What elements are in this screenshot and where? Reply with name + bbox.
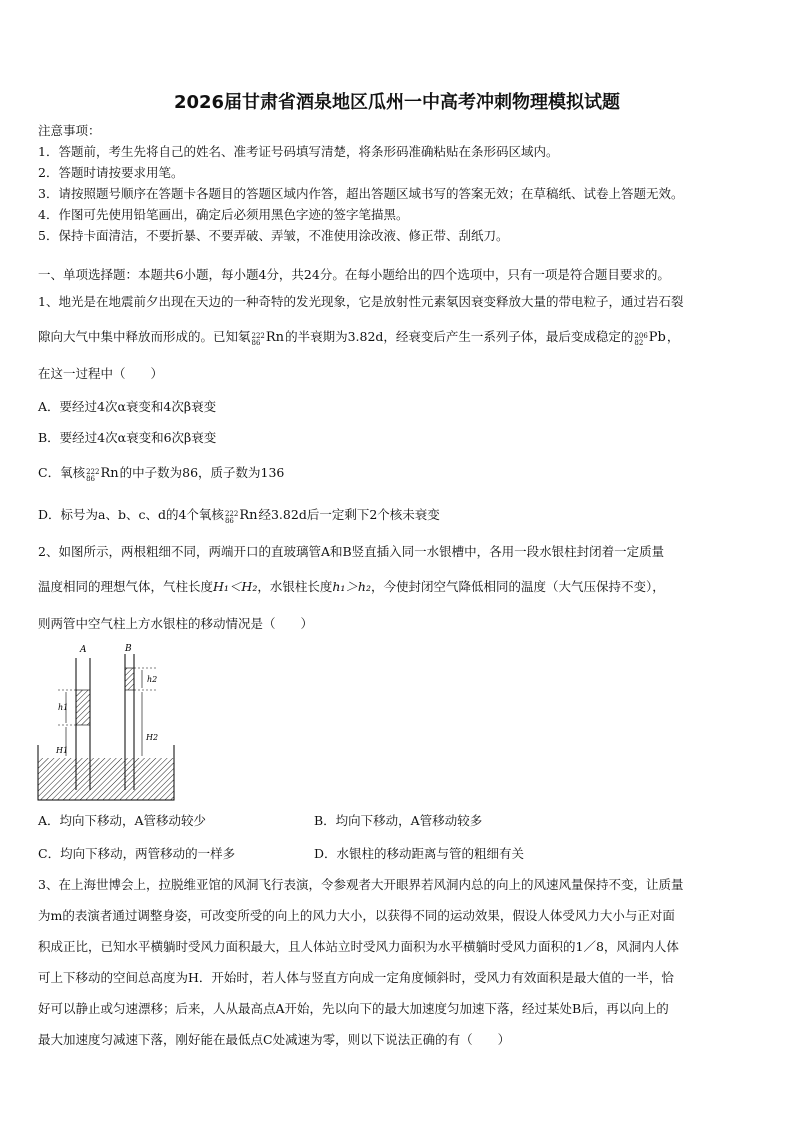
q2-math: H₁＜H₂ bbox=[213, 579, 258, 594]
q2-text: ，今使封闭空气降低相同的温度（大气压保持不变）， bbox=[370, 579, 665, 594]
tube-b-mercury-bottom bbox=[125, 758, 134, 790]
radon-nuclide bbox=[252, 329, 285, 347]
q2-stem-line: 则两管中空气柱上方水银柱的移动情况是（ ） bbox=[38, 616, 314, 631]
notice-item: 3．请按照题号顺序在答题卡各题目的答题区域内作答，超出答题区域书写的答案无效；在草稿纸、试卷上答题无效。 bbox=[38, 186, 684, 201]
q2-math: h₁＞h₂ bbox=[332, 579, 371, 594]
section-heading: 一、单项选择题：本题共6小题，每小题4分，共24分。在每小题给出的四个选项中，只有一项是符合题目要求的。 bbox=[38, 267, 670, 282]
q3-stem-line: 3、在上海世博会上，拉脱维亚馆的风洞飞行表演，令参观者大开眼界若风洞内总的向上的风速风量保持不变，让质量 bbox=[38, 877, 684, 892]
tube-a-label: A bbox=[80, 645, 87, 655]
tubes-diagram bbox=[36, 640, 181, 805]
q1-stem-line: 1、地光是在地震前夕出现在天边的一种奇特的发光现象，它是放射性元素氡因衰变释放大量的带电粒子，通过岩石裂 bbox=[38, 294, 684, 309]
q1-option-a: A．要经过4次α衰变和4次β衰变 bbox=[38, 399, 217, 414]
q2-option-c: C．均向下移动，两管移动的一样多 bbox=[38, 846, 236, 861]
q1-text: D．标号为a、b、c、d的4个氧核 bbox=[38, 507, 224, 522]
q1-text: 的半衰期为3.82d，经衰变后产生一系列子体，最后变成稳定的 bbox=[285, 329, 634, 344]
q2-text: ，水银柱长度 bbox=[257, 579, 333, 594]
q1-option-c bbox=[38, 463, 284, 483]
mass-number: 222 bbox=[224, 510, 239, 518]
q3-stem-line: 为m的表演者通过调整身姿，可改变所受的向上的风力大小，以获得不同的运动效果，假设人体受风力大小与正对面 bbox=[38, 908, 675, 923]
q2-option-b: B．均向下移动，A管移动较多 bbox=[314, 813, 483, 828]
atomic-number: 86 bbox=[251, 339, 261, 347]
q3-stem-line: 积成正比，已知水平横躺时受风力面积最大，且人体站立时受风力面积为水平横躺时受风力面积的1／8，风洞内人体 bbox=[38, 939, 679, 954]
mass-number: 222 bbox=[251, 332, 265, 340]
tube-b-label: B bbox=[125, 644, 132, 654]
tube-a-mercury-bottom bbox=[76, 758, 90, 790]
atomic-number: 86 bbox=[224, 517, 234, 525]
tube-b-mercury-column bbox=[125, 668, 134, 690]
H1-label: H1 bbox=[56, 746, 69, 755]
notice-item: 5．保持卡面清洁，不要折暴、不要弄破、弄皱，不准使用涂改液、修正带、刮纸刀。 bbox=[38, 228, 509, 243]
mercury-trough bbox=[38, 758, 174, 800]
radon-nuclide bbox=[225, 507, 258, 525]
notice-item: 1．答题前，考生先将自己的姓名、准考证号码填写清楚，将条形码准确粘贴在条形码区域内。 bbox=[38, 144, 559, 159]
q2-stem-line: 2、如图所示，两根粗细不同，两端开口的直玻璃管A和B竖直插入同一水银槽中，各用一段水银柱封闭着一定质量 bbox=[38, 544, 665, 559]
q1-text: C．氧核 bbox=[38, 465, 86, 480]
q1-stem-line: 在这一过程中（ ） bbox=[38, 366, 164, 381]
q1-option-d bbox=[38, 505, 440, 525]
q1-text: 经3.82d后一定剩下2个核未衰变 bbox=[258, 507, 440, 522]
q1-stem-line bbox=[38, 327, 679, 347]
tube-a-mercury-column bbox=[76, 690, 90, 725]
notice-item: 4．作图可先使用铅笔画出，确定后必须用黑色字迹的签字笔描黑。 bbox=[38, 207, 409, 222]
q3-stem-line: 可上下移动的空间总高度为H．开始时，若人体与竖直方向成一定角度倾斜时，受风力有效面积是最大值的一半，恰 bbox=[38, 970, 674, 985]
H2-label: H2 bbox=[146, 733, 159, 742]
notice-item: 2．答题时请按要求用笔。 bbox=[38, 165, 184, 180]
q1-option-b: B．要经过4次α衰变和6次β衰变 bbox=[38, 430, 217, 445]
q2-option-a: A．均向下移动，A管移动较少 bbox=[38, 813, 207, 828]
q1-text: 隙向大气中集中释放而形成的。已知氡 bbox=[38, 329, 251, 344]
atomic-number: 86 bbox=[86, 475, 95, 483]
q1-text: ， bbox=[666, 329, 680, 344]
mass-number: 222 bbox=[86, 468, 100, 476]
h2-label: h2 bbox=[147, 675, 158, 684]
radon-nuclide bbox=[86, 465, 119, 483]
element-symbol: Rn bbox=[239, 508, 258, 523]
element-symbol: Rn bbox=[265, 330, 285, 345]
notice-heading: 注意事项： bbox=[38, 123, 101, 138]
atomic-number: 82 bbox=[634, 339, 644, 347]
element-symbol: Pb bbox=[648, 330, 666, 345]
q2-option-d: D．水银柱的移动距离与管的粗细有关 bbox=[314, 846, 525, 861]
q1-text: 的中子数为86，质子数为136 bbox=[119, 465, 285, 480]
h1-label: h1 bbox=[58, 703, 69, 712]
page-title: 2026届甘肃省酒泉地区瓜州一中高考冲刺物理模拟试题 bbox=[173, 92, 621, 113]
lead-nuclide bbox=[634, 329, 665, 347]
mass-number: 206 bbox=[634, 332, 648, 340]
q3-stem-line: 好可以静止或匀速漂移；后来，人从最高点A开始，先以向下的最大加速度匀加速下落，经过某处B后，再以向上的 bbox=[38, 1001, 669, 1016]
q3-stem-line: 最大加速度匀减速下落，刚好能在最低点C处减速为零，则以下说法正确的有（ ） bbox=[38, 1032, 511, 1047]
element-symbol: Rn bbox=[100, 466, 119, 481]
q2-stem-line bbox=[38, 577, 665, 595]
q2-text: 温度相同的理想气体，气柱长度 bbox=[38, 579, 214, 594]
